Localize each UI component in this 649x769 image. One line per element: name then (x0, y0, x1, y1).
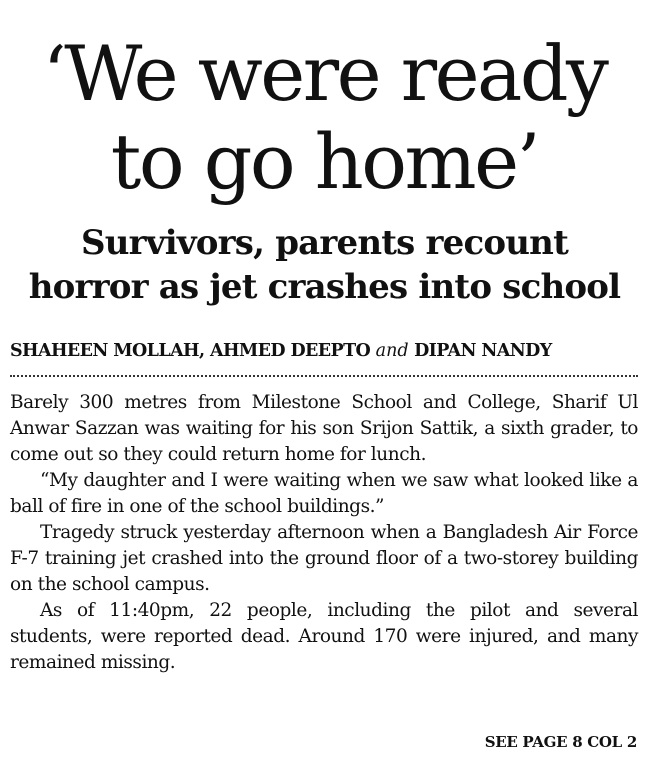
headline-line-1: ‘We were ready (42, 29, 607, 118)
subheadline (0, 221, 649, 309)
byline-authors-2: DIPAN NANDY (414, 341, 552, 361)
paragraph-1: Barely 300 metres from Milestone School and College, Sharif Ul Anwar Sazzan was waiting for his son Srijon Sattik, a sixth grader, to come out so they could return home for lunch. (10, 392, 638, 465)
headline-line-2: to go home’ (110, 117, 539, 206)
continuation-reference: SEE PAGE 8 COL 2 (484, 733, 637, 751)
byline (10, 338, 640, 364)
paragraph-4: As of 11:40pm, 22 people, including the pilot and several students, were reported dead. Around 170 were injured, and many remained missing. (10, 600, 638, 673)
article-body (10, 390, 638, 676)
subheadline-line-2: horror as jet crashes into school (28, 267, 621, 307)
paragraph-2: “My daughter and I were waiting when we saw what looked like a ball of fire in one of the school buildings.” (10, 470, 638, 517)
subheadline-line-1: Survivors, parents recount (80, 223, 569, 263)
byline-conjunction: and (375, 341, 409, 361)
dotted-divider (10, 375, 638, 377)
headline (0, 30, 649, 206)
byline-authors-1: SHAHEEN MOLLAH, AHMED DEEPTO (10, 341, 371, 361)
paragraph-3: Tragedy struck yesterday afternoon when a Bangladesh Air Force F-7 training jet crashed into the ground floor of a two-storey building on the school campus. (10, 522, 638, 595)
